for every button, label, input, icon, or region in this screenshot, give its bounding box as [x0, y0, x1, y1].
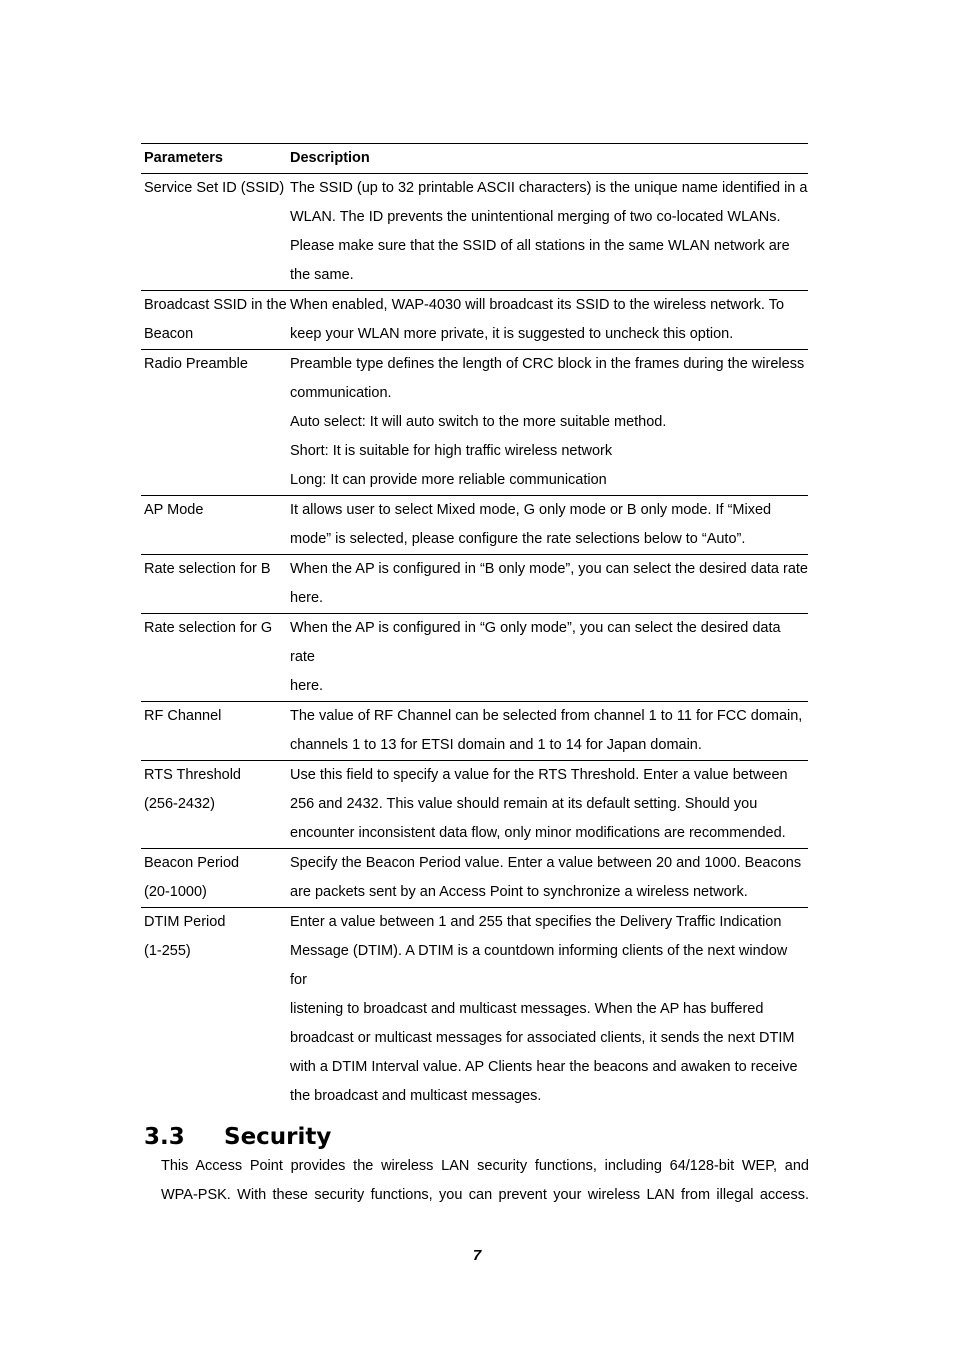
description-line: the broadcast and multicast messages. — [290, 1088, 542, 1104]
description-line: here. — [290, 590, 324, 606]
parameter-description — [287, 614, 808, 702]
table-body — [141, 174, 808, 1112]
parameter-name — [141, 908, 287, 1112]
description-line: Use this field to specify a value for the RTS Threshold. Enter a value between — [290, 767, 788, 783]
description-line: are packets sent by an Access Point to synchronize a wireless network. — [290, 884, 748, 900]
table-row — [141, 174, 808, 291]
parameter-name-line: Rate selection for G — [144, 620, 273, 636]
parameter-description — [287, 496, 808, 555]
table-row — [141, 761, 808, 849]
table-row — [141, 614, 808, 702]
description-line: Short: It is suitable for high traffic wireless network — [290, 443, 613, 459]
description-line: Preamble type defines the length of CRC block in the frames during the wireless — [290, 356, 805, 372]
description-line: mode” is selected, please configure the rate selections below to “Auto”. — [290, 531, 746, 547]
parameter-name-line: (256-2432) — [144, 796, 215, 812]
parameter-description — [287, 849, 808, 908]
description-line: Enter a value between 1 and 255 that specifies the Delivery Traffic Indication — [290, 914, 782, 930]
parameter-name-line: RTS Threshold — [144, 767, 241, 783]
description-line: encounter inconsistent data flow, only minor modifications are recommended. — [290, 825, 786, 841]
header-description: Description — [287, 144, 808, 174]
parameter-name — [141, 291, 287, 350]
description-line: Specify the Beacon Period value. Enter a value between 20 and 1000. Beacons — [290, 855, 802, 871]
parameter-description — [287, 761, 808, 849]
description-line: The value of RF Channel can be selected from channel 1 to 11 for FCC domain, — [290, 708, 803, 724]
parameter-description — [287, 702, 808, 761]
description-line: It allows user to select Mixed mode, G only mode or B only mode. If “Mixed — [290, 502, 772, 518]
table-row — [141, 702, 808, 761]
body-line: This Access Point provides the wireless LAN security functions, including 64/128-bit WEP, and — [161, 1158, 809, 1174]
description-line: channels 1 to 13 for ETSI domain and 1 to 14 for Japan domain. — [290, 737, 702, 753]
description-line: When the AP is configured in “G only mode”, you can select the desired data rate — [290, 620, 781, 665]
parameter-name-line: AP Mode — [144, 502, 204, 518]
description-line: Message (DTIM). A DTIM is a countdown informing clients of the next window for — [290, 943, 788, 988]
parameter-name — [141, 496, 287, 555]
parameter-name-line: (20-1000) — [144, 884, 207, 900]
description-line: Long: It can provide more reliable communication — [290, 472, 607, 488]
parameter-name — [141, 702, 287, 761]
description-line: communication. — [290, 385, 392, 401]
parameter-name — [141, 555, 287, 614]
parameter-name-line: (1-255) — [144, 943, 191, 959]
description-line: 256 and 2432. This value should remain at its default setting. Should you — [290, 796, 758, 812]
body-line: WPA-PSK. With these security functions, you can prevent your wireless LAN from illegal access. — [161, 1187, 809, 1203]
parameter-description — [287, 555, 808, 614]
description-line: listening to broadcast and multicast messages. When the AP has buffered — [290, 1001, 764, 1017]
table-row — [141, 350, 808, 496]
description-line: When the AP is configured in “B only mode”, you can select the desired data rate — [290, 561, 808, 577]
description-line: broadcast or multicast messages for associated clients, it sends the next DTIM — [290, 1030, 795, 1046]
table-row — [141, 555, 808, 614]
description-line: keep your WLAN more private, it is suggested to uncheck this option. — [290, 326, 734, 342]
table-row — [141, 849, 808, 908]
parameter-description — [287, 350, 808, 496]
parameter-name-line: DTIM Period — [144, 914, 226, 930]
parameters-table — [141, 143, 808, 1111]
description-line: Please make sure that the SSID of all stations in the same WLAN network are — [290, 238, 790, 254]
section-body — [161, 1152, 809, 1210]
description-line: The SSID (up to 32 printable ASCII characters) is the unique name identified in a — [290, 180, 808, 196]
parameter-name — [141, 350, 287, 496]
table-row — [141, 291, 808, 350]
description-line: Auto select: It will auto switch to the more suitable method. — [290, 414, 667, 430]
section-number: 3.3 — [144, 1124, 185, 1150]
page-number: 7 — [472, 1247, 482, 1264]
parameter-description — [287, 174, 808, 291]
parameter-name-line: Beacon — [144, 326, 194, 342]
parameter-name — [141, 174, 287, 291]
parameter-description — [287, 908, 808, 1112]
table-row — [141, 496, 808, 555]
description-line: with a DTIM Interval value. AP Clients hear the beacons and awaken to receive — [290, 1059, 798, 1075]
parameter-name-line: Broadcast SSID in the — [144, 297, 287, 313]
description-line: the same. — [290, 267, 354, 283]
table-row — [141, 908, 808, 1112]
parameter-name-line: RF Channel — [144, 708, 222, 724]
parameter-name — [141, 849, 287, 908]
parameter-name-line: Rate selection for B — [144, 561, 271, 577]
section-title: Security — [224, 1124, 332, 1150]
description-line: WLAN. The ID prevents the unintentional merging of two co-located WLANs. — [290, 209, 781, 225]
parameter-name — [141, 614, 287, 702]
parameter-name — [141, 761, 287, 849]
table-header-row — [141, 144, 808, 174]
parameter-name-line: Radio Preamble — [144, 356, 248, 372]
section-heading — [144, 1122, 331, 1152]
header-parameters: Parameters — [141, 144, 287, 174]
parameter-name-line: Service Set ID (SSID) — [144, 180, 285, 196]
description-line: here. — [290, 678, 324, 694]
parameter-name-line: Beacon Period — [144, 855, 240, 871]
description-line: When enabled, WAP-4030 will broadcast its SSID to the wireless network. To — [290, 297, 785, 313]
parameter-description — [287, 291, 808, 350]
